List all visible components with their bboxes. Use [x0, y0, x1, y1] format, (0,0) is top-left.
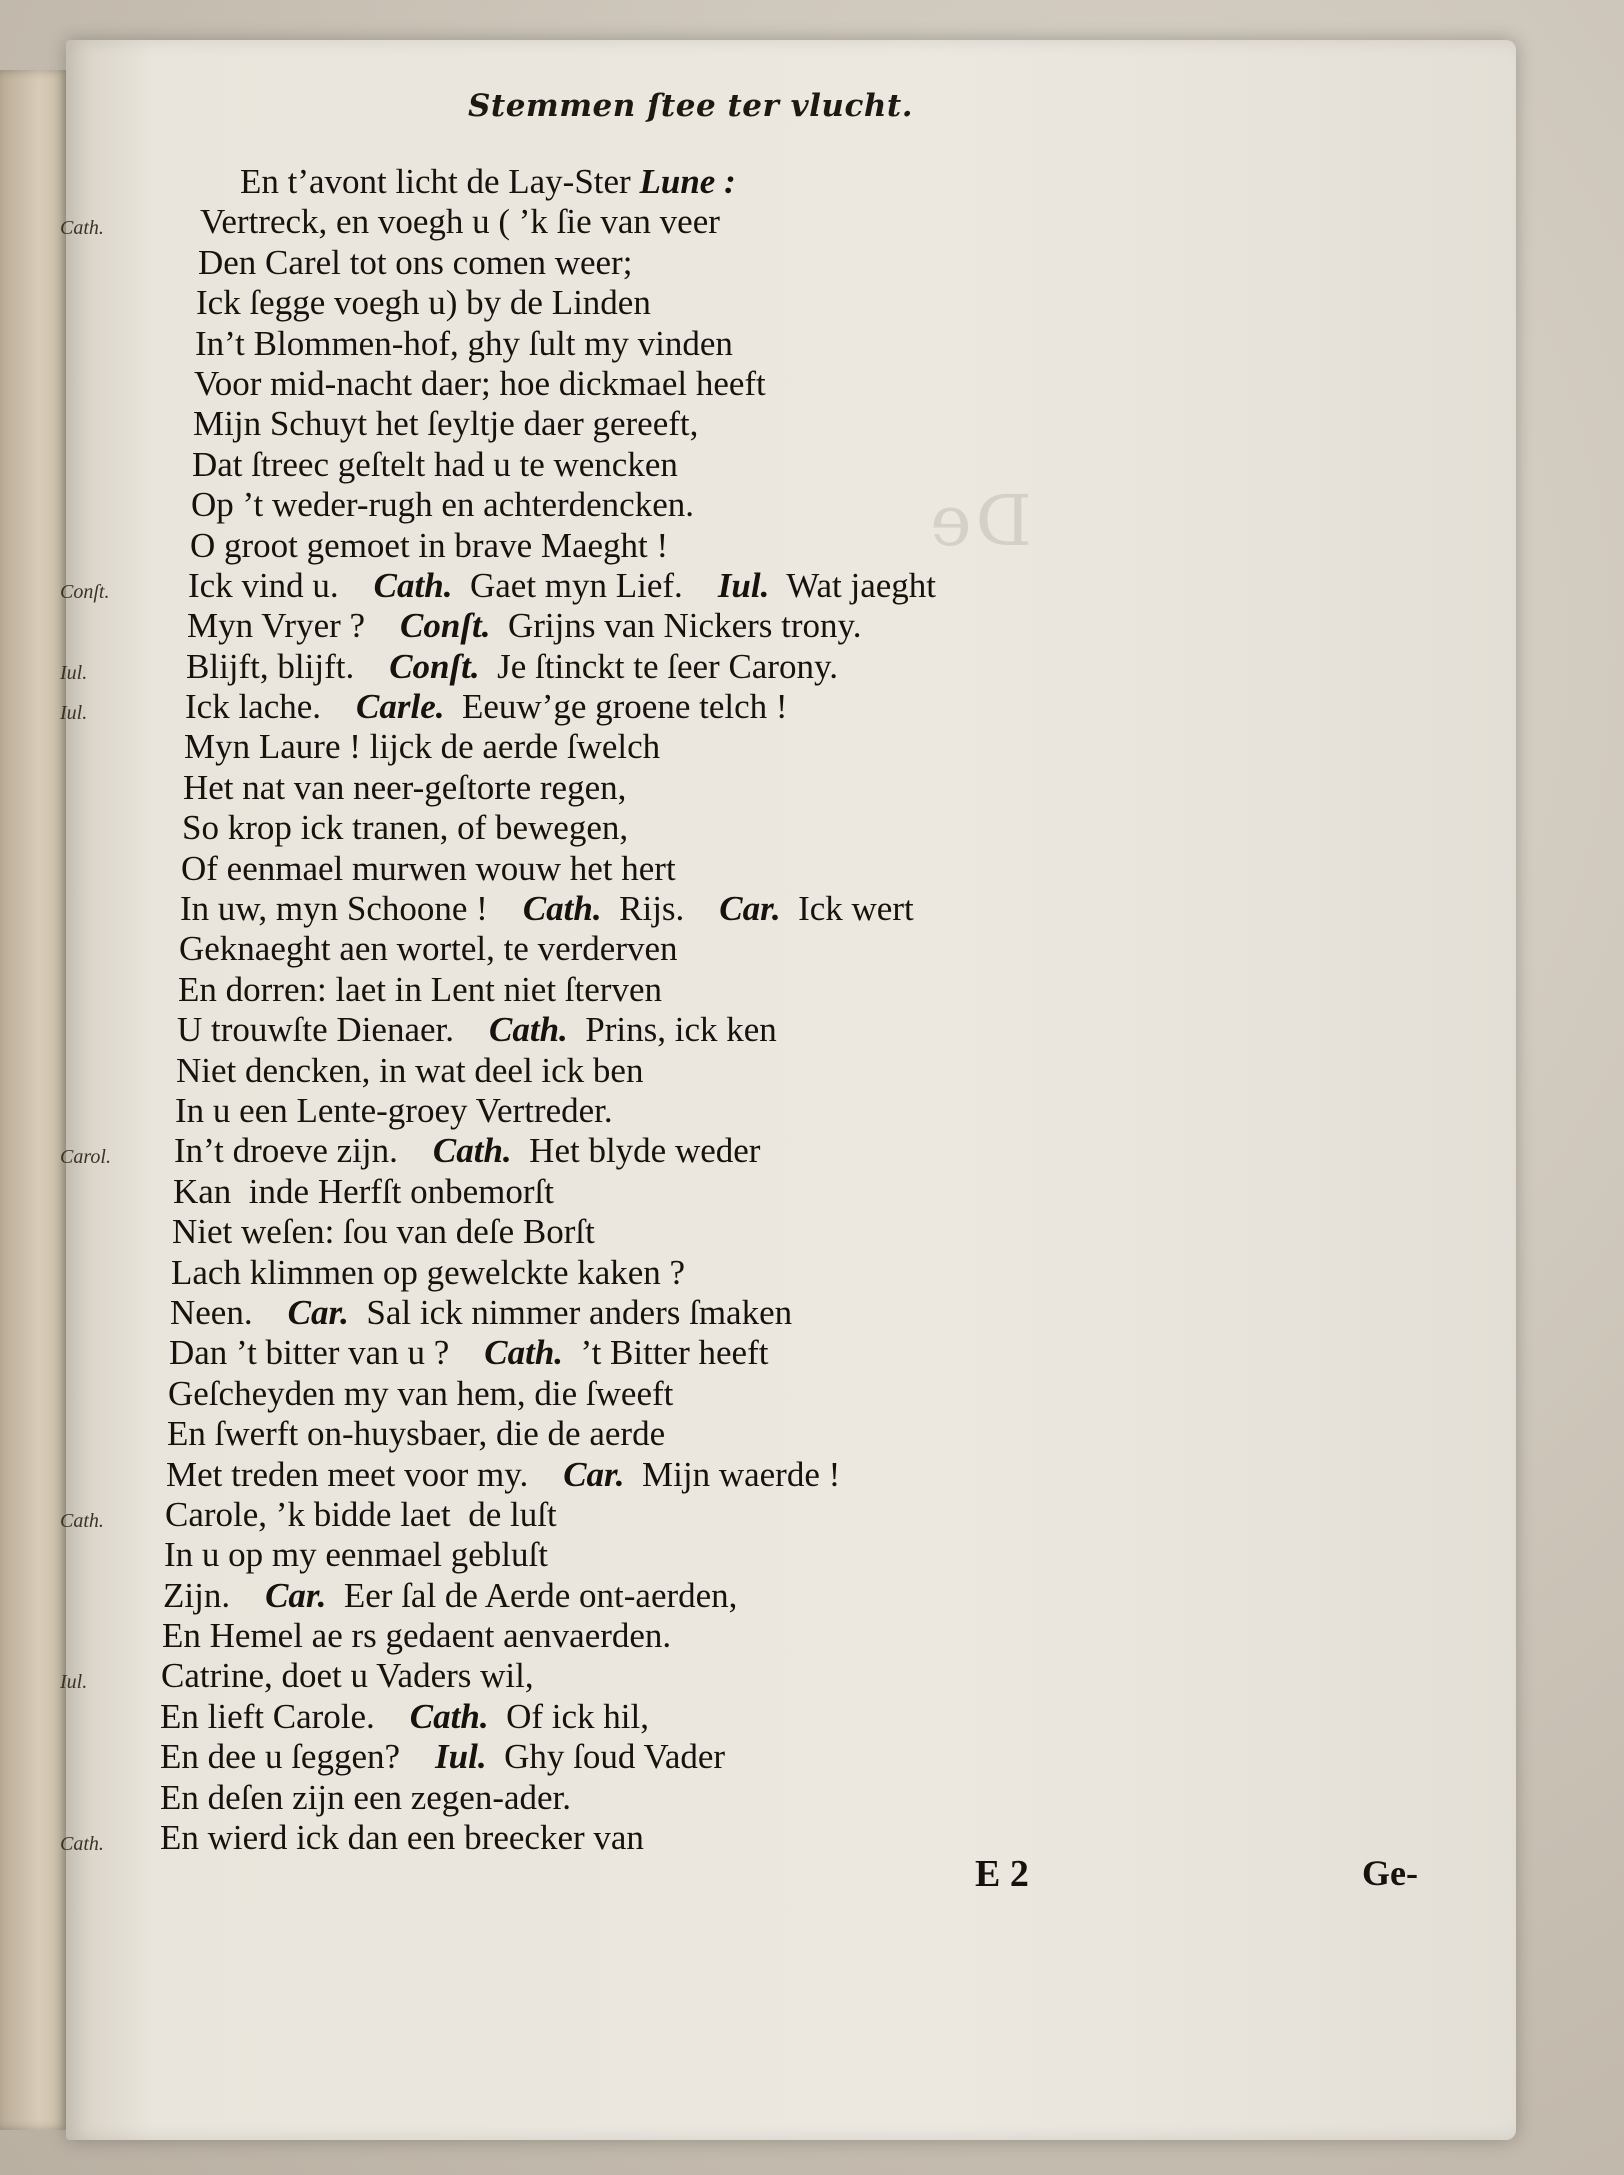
verse-line	[160, 162, 1160, 202]
verse-text-segment: Den Carel tot ons comen weer;	[198, 242, 633, 282]
speaker-cue: Cath.	[432, 1131, 512, 1171]
speaker-cue: Cath.	[409, 1696, 489, 1736]
verse-line	[160, 1172, 1160, 1212]
verse-line	[160, 1293, 1160, 1333]
verse-text-segment: En dorren: laet in Lent niet ſterven	[178, 969, 662, 1009]
verse-line	[160, 526, 1160, 566]
verse-line	[160, 1576, 1160, 1616]
verse-line	[60, 565, 1160, 606]
verse-line	[160, 1010, 1160, 1050]
show-through-heading: De	[926, 480, 1032, 562]
verse-text-segment: Mijn Schuyt het ſeyltje daer gereeft,	[193, 404, 699, 444]
verse-line	[60, 1494, 1160, 1535]
verse-line	[160, 1616, 1160, 1656]
verse-line	[160, 768, 1160, 808]
verse-text-segment: Mijn waerde !	[624, 1454, 841, 1494]
verse-text-segment: Carole, ’k bidde laet de luſt	[165, 1494, 557, 1534]
verse-text-segment: En ſwerft on-huysbaer, die de aerde	[167, 1414, 666, 1454]
verse-line	[160, 243, 1160, 283]
verse-line	[160, 808, 1160, 848]
verse-line	[160, 404, 1160, 444]
speaker-margin-label: Cath.	[60, 1509, 104, 1532]
speaker-cue: Car.	[265, 1575, 327, 1615]
verse-line	[160, 1091, 1160, 1131]
verse-line	[60, 646, 1160, 687]
verse-text-segment: Sal ick nimmer anders ſmaken	[348, 1292, 793, 1332]
verse-text-segment: Myn Laure ! lijck de aerde ſwelch	[184, 727, 661, 767]
verse-text-segment: Geknaeght aen wortel, te verderven	[179, 929, 678, 969]
speaker-cue: Car.	[563, 1454, 625, 1494]
verse-text-segment: Of ick hil,	[488, 1696, 649, 1736]
speaker-cue: Iul.	[435, 1737, 487, 1777]
verse-text-segment: Voor mid-nacht daer; hoe dickmael heeft	[194, 363, 766, 403]
verse-line	[160, 283, 1160, 323]
verse-text-segment: Dat ſtreec geſtelt had u te wencken	[192, 444, 678, 484]
verse-line	[60, 1131, 1160, 1171]
verse-text-segment: In u een Lente-groey Vertreder.	[175, 1090, 613, 1130]
speaker-cue: Cath.	[489, 1010, 568, 1050]
speaker-cue: Lune :	[639, 162, 736, 201]
verse-text-segment: Eer ſal de Aerde ont-aerden,	[326, 1575, 738, 1615]
verse-text-segment: In uw, myn Schoone !	[180, 889, 523, 929]
signature-mark: E 2	[975, 1853, 1029, 1895]
verse-text-segment: Ick vind u.	[188, 565, 374, 605]
verse-text-segment: Niet dencken, in wat deel ick ben	[176, 1050, 644, 1090]
verse-line	[160, 324, 1160, 364]
speaker-cue: Cath.	[373, 565, 453, 605]
speaker-cue: Iul.	[717, 565, 770, 605]
verse-line	[160, 1253, 1160, 1293]
verse-line	[160, 1697, 1160, 1737]
verse-text-segment: Je ſtinckt te ſeer Carony.	[479, 646, 838, 686]
verse-text-segment: Lach klimmen op gewelckte kaken ?	[171, 1252, 686, 1292]
verse-text-segment: En t’avont licht de Lay-Ster	[240, 162, 640, 201]
verse-text-segment: En Hemel ae rs gedaent aenvaerden.	[162, 1616, 672, 1656]
speaker-cue: Conſt.	[389, 646, 480, 686]
verse-line	[160, 1778, 1160, 1818]
verse-text-segment: Blijft, blijft.	[186, 646, 390, 686]
verse-text-segment: En lieft Carole.	[160, 1696, 410, 1736]
speaker-margin-label: Iul.	[60, 661, 88, 684]
verse-line	[160, 1212, 1160, 1252]
verse-text-segment: Dan ’t bitter van u ?	[169, 1333, 485, 1373]
verse-line	[160, 1333, 1160, 1373]
verse-line	[160, 1535, 1160, 1575]
verse-line	[160, 1455, 1160, 1495]
speaker-cue: Conſt.	[400, 606, 491, 646]
speaker-cue: Cath.	[522, 889, 602, 929]
verse-line	[160, 485, 1160, 525]
verse-text-segment: Of eenmael murwen wouw het hert	[181, 848, 676, 888]
verse-text-segment: En wierd ick dan een breecker van	[160, 1818, 644, 1858]
verse-text-segment: Gaet myn Lief.	[452, 565, 718, 605]
verse-text-segment: Prins, ick ken	[567, 1010, 777, 1050]
verse-line	[160, 445, 1160, 485]
verse-text-segment: Het blyde weder	[511, 1131, 761, 1171]
verse-line	[160, 970, 1160, 1010]
verse-line	[60, 687, 1160, 727]
verse-text-segment: Myn Vryer ?	[187, 606, 401, 646]
verse-text-segment: Ick ſegge voegh u) by de Linden	[196, 283, 651, 323]
speaker-cue: Car.	[287, 1292, 349, 1332]
verse-line	[60, 1656, 1160, 1696]
verse-text-segment: Ghy ſoud Vader	[486, 1737, 726, 1777]
verse-text-segment: Ick lache.	[185, 687, 357, 727]
verse-text-segment: Met treden meet voor my.	[166, 1454, 564, 1494]
verse-text-segment: Het nat van neer-geſtorte regen,	[183, 767, 627, 807]
speaker-cue: Carle.	[356, 687, 445, 727]
verse-text-segment: In u op my eenmael gebluſt	[164, 1535, 548, 1575]
speaker-cue: Cath.	[484, 1333, 564, 1373]
speaker-margin-label: Cath.	[60, 217, 104, 240]
speaker-margin-label: Iul.	[60, 1671, 88, 1694]
speaker-margin-label: Carol.	[60, 1146, 111, 1169]
verse-text-segment: Zijn.	[163, 1575, 266, 1615]
verse-text	[60, 162, 1160, 1858]
verse-line	[160, 929, 1160, 969]
verse-line	[160, 1051, 1160, 1091]
verse-line	[160, 889, 1160, 929]
verse-text-segment: Op ’t weder-rugh en achterdencken.	[191, 485, 695, 525]
verse-text-segment: Grijns van Nickers trony.	[490, 606, 862, 646]
running-head: Stemmen ſtee ter vlucht.	[468, 88, 914, 124]
verse-line	[160, 727, 1160, 767]
verse-text-segment: Vertreck, en voegh u ( ’k ſie van veer	[200, 202, 720, 242]
verse-line	[160, 364, 1160, 404]
verse-line	[160, 606, 1160, 646]
verse-text-segment: Catrine, doet u Vaders wil,	[161, 1656, 534, 1696]
verse-text-segment: En deſen zijn een zegen-ader.	[160, 1777, 572, 1817]
verse-text-segment: Geſcheyden my van hem, die ſweeft	[168, 1373, 674, 1413]
speaker-margin-label: Iul.	[60, 702, 88, 725]
verse-text-segment: Niet weſen: ſou van deſe Borſt	[172, 1212, 595, 1252]
verse-text-segment: Ick wert	[780, 889, 914, 929]
speaker-margin-label: Cath.	[60, 1833, 104, 1856]
verse-text-segment: Eeuw’ge groene telch !	[444, 687, 788, 727]
verse-line	[160, 849, 1160, 889]
speaker-cue: Car.	[719, 889, 781, 929]
verse-text-segment: So krop ick tranen, of bewegen,	[182, 808, 629, 848]
verse-text-segment: Rijs.	[601, 889, 720, 929]
facing-page-edge	[0, 70, 70, 2130]
verse-text-segment: En dee u ſeggen?	[160, 1737, 436, 1777]
verse-line	[160, 1737, 1160, 1777]
verse-text-segment: U trouwſte Dienaer.	[177, 1010, 489, 1050]
verse-text-segment: In’t Blommen-hof, ghy ſult my vinden	[195, 323, 733, 363]
speaker-margin-label: Conſt.	[60, 580, 110, 603]
verse-line	[160, 1414, 1160, 1454]
verse-text-segment: Wat jaeght	[769, 565, 937, 605]
verse-line	[160, 1374, 1160, 1414]
verse-line	[60, 202, 1160, 242]
verse-text-segment: O groot gemoet in brave Maeght !	[190, 525, 669, 565]
verse-text-segment: In’t droeve zijn.	[174, 1131, 433, 1171]
verse-text-segment: Kan inde Herfſt onbemorſt	[173, 1171, 555, 1211]
verse-text-segment: Neen.	[170, 1292, 288, 1332]
verse-text-segment: ’t Bitter heeft	[563, 1333, 769, 1373]
catchword: Ge-	[1362, 1853, 1418, 1893]
